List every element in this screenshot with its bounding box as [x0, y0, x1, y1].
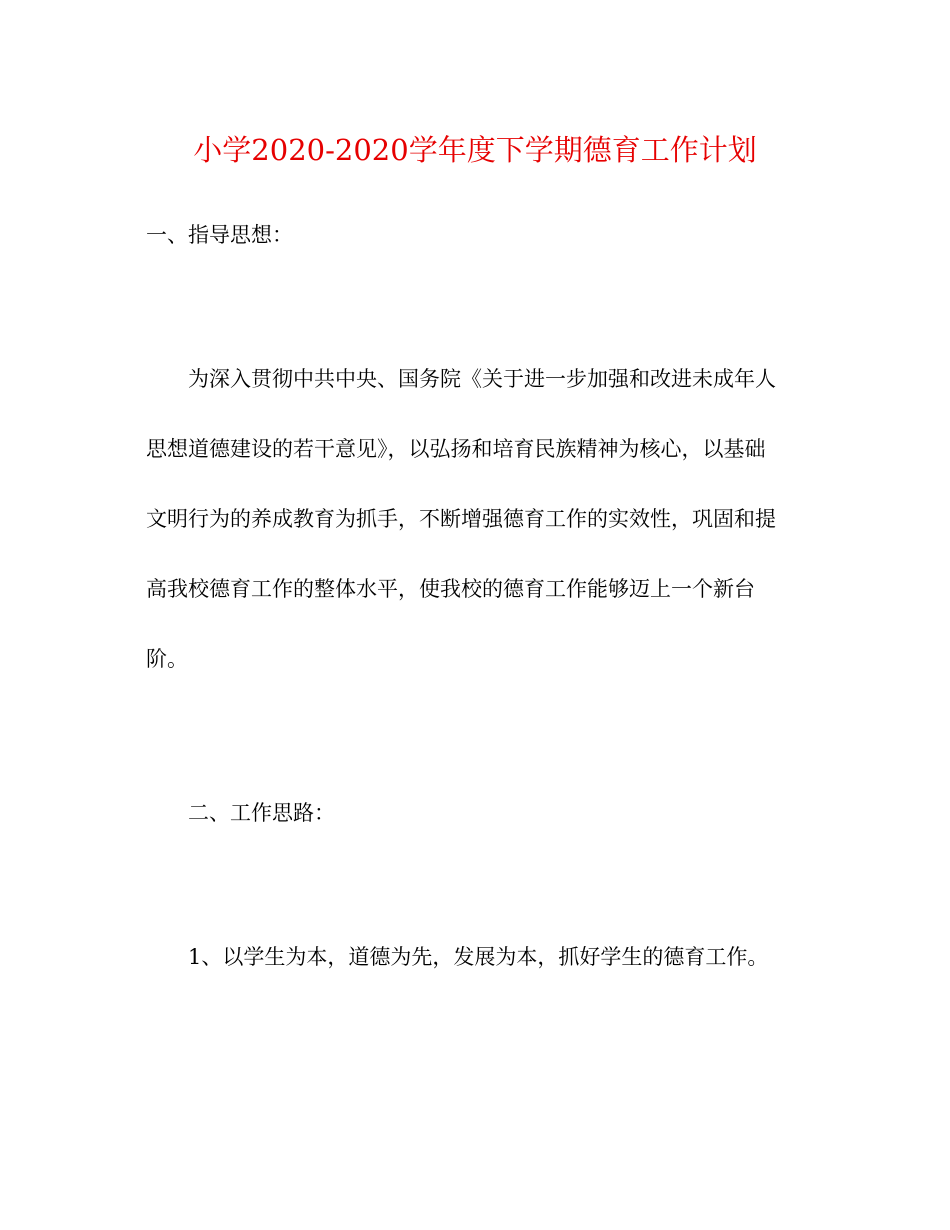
section-heading-guiding-ideology: 一、指导思想： — [146, 223, 293, 247]
paragraph-line: 文明行为的养成教育为抓手，不断增强德育工作的实效性，巩固和提 — [146, 507, 776, 531]
document-title: 小学2020-2020学年度下学期德育工作计划 — [193, 133, 757, 167]
list-item: 1、以学生为本，道德为先，发展为本，抓好学生的德育工作。 — [188, 945, 769, 969]
paragraph-line: 阶。 — [146, 647, 188, 671]
paragraph-line: 高我校德育工作的整体水平，使我校的德育工作能够迈上一个新台 — [146, 577, 755, 601]
paragraph-line: 思想道德建设的若干意见》，以弘扬和培育民族精神为核心，以基础 — [146, 437, 766, 461]
paragraph-guiding-ideology — [146, 363, 806, 713]
section-heading-work-approach: 二、工作思路： — [188, 801, 335, 825]
paragraph-line: 为深入贯彻中共中央、国务院《关于进一步加强和改进未成年人 — [188, 367, 776, 391]
